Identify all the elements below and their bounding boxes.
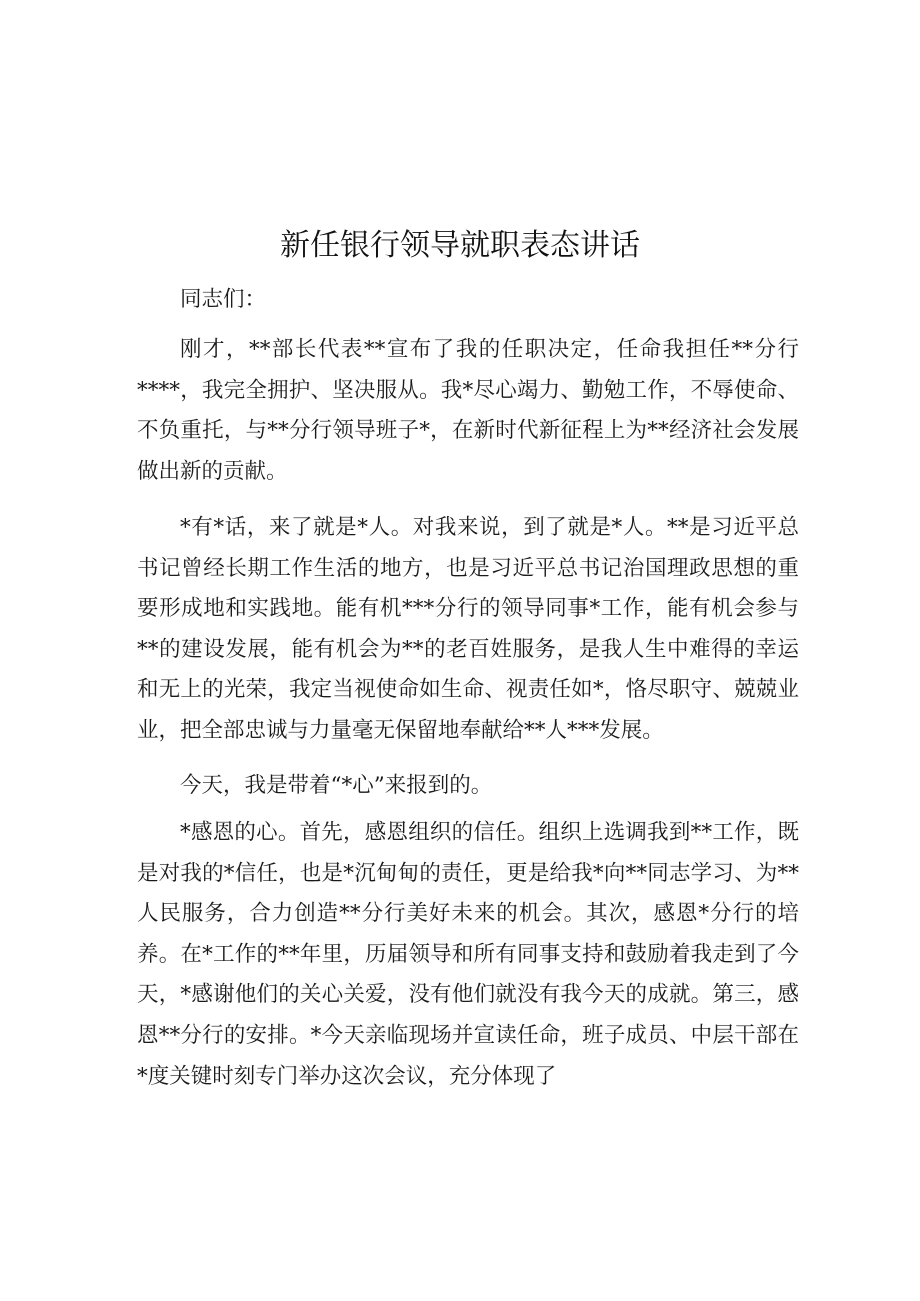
paragraph-3: 今天，我是带着“*心”来报到的。 — [180, 773, 493, 798]
greeting-text: 同志们： — [180, 287, 267, 312]
paragraph-2: *有*话，来了就是*人。对我来说，到了就是*人。**是习近平总书记曾经长期工作生活的地方，也是习近平总书记治国理政思想的重要形成地和实践地。能有机***分行的领导同事*工作，能有机会参与**的建设发展，能有机会为**的老百姓服务，是我人生中难得的幸运和无上的光荣，我定当视使命如生命、视责任如*，恪尽职守、兢兢业业，把全部忠诚与力量毫无保留地奉献给**人***发展。 — [137, 515, 799, 743]
greeting — [137, 284, 799, 316]
paragraph-4: *感恩的心。首先，感恩组织的信任。组织上选调我到**工作，既是对我的*信任，也是*沉甸甸的责任，更是给我*向**同志学习、为**人民服务，合力创造**分行美好未来的机会。其次，感恩*分行的培养。在*工作的**年里，历届领导和所有同事支持和鼓励着我走到了今天，*感谢他们的关心关爱，没有他们就没有我今天的成就。第三，感恩**分行的安排。*今天亲临现场并宣读任命，班子成员、中层干部在*度关键时刻专门举办这次会议，充分体现了 — [137, 820, 799, 1089]
document-title: 新任银行领导就职表态讲话 — [280, 228, 640, 263]
paragraph-1: 刚才，**部长代表**宣布了我的任职决定，任命我担任**分行****，我完全拥护、坚决服从。我*尽心竭力、勤勉工作，不辱使命、不负重托，与**分行领导班子*，在新时代新征程上为**经济社会发展做出新的贡献。 — [137, 337, 799, 484]
